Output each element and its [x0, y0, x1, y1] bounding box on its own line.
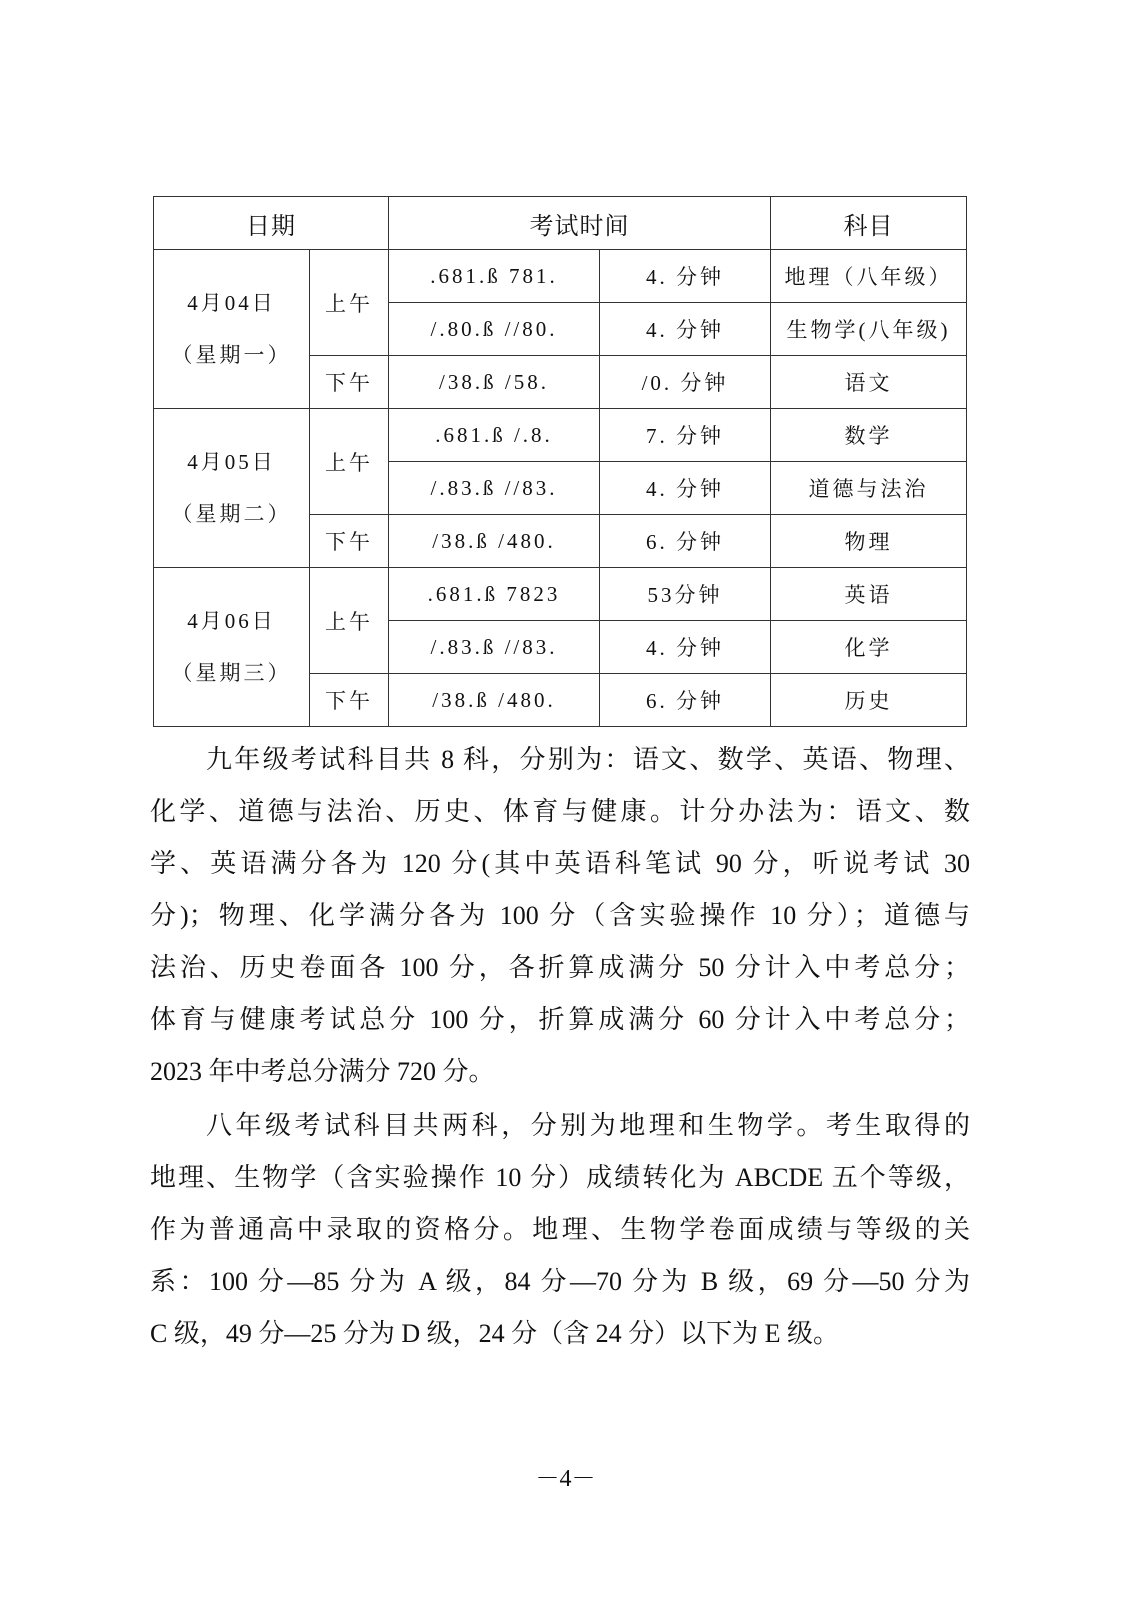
- table-header-row: [154, 197, 967, 250]
- period-cell: 上午: [310, 250, 389, 356]
- table-row: [154, 568, 967, 621]
- text-line: 地理、生物学（含实验操作 10 分）成绩转化为 ABCDE 五个等级，: [150, 1163, 970, 1192]
- period-cell: 上午: [310, 568, 389, 674]
- weekday-text: （星期二）: [171, 502, 292, 526]
- weekday-text: （星期三）: [171, 661, 292, 685]
- paragraph-grade9: [150, 734, 970, 1098]
- table-body: [154, 250, 967, 727]
- date-cell: [154, 409, 310, 568]
- time-cell: /38.ß /480.: [389, 674, 600, 727]
- header-exam-time: 考试时间: [389, 197, 771, 250]
- time-cell: .681.ß 7823: [389, 568, 600, 621]
- text-line: 作为普通高中录取的资格分。地理、生物学卷面成绩与等级的关: [150, 1215, 970, 1244]
- header-subject: 科目: [771, 197, 967, 250]
- time-cell: /.80.ß //80.: [389, 303, 600, 356]
- duration-cell: /0. 分钟: [600, 356, 771, 409]
- table-row: [154, 250, 967, 303]
- period-cell: 上午: [310, 409, 389, 515]
- subject-cell: 生物学(八年级): [771, 303, 967, 356]
- subject-cell: 数学: [771, 409, 967, 462]
- subject-cell: 历史: [771, 674, 967, 727]
- exam-schedule-table: [153, 196, 967, 727]
- period-cell: 下午: [310, 515, 389, 568]
- header-date: 日期: [154, 197, 389, 250]
- duration-cell: 4. 分钟: [600, 621, 771, 674]
- duration-cell: 4. 分钟: [600, 462, 771, 515]
- duration-cell: 7. 分钟: [600, 409, 771, 462]
- subject-cell: 道德与法治: [771, 462, 967, 515]
- time-cell: .681.ß /.8.: [389, 409, 600, 462]
- subject-cell: 物理: [771, 515, 967, 568]
- weekday-text: （星期一）: [171, 343, 292, 367]
- text-line: C 级，49 分—25 分为 D 级，24 分（含 24 分）以下为 E 级。: [150, 1319, 840, 1348]
- date-text: 4月05日: [187, 450, 276, 474]
- subject-cell: 地理（八年级）: [771, 250, 967, 303]
- text-line: 系：100 分—85 分为 A 级，84 分—70 分为 B 级，69 分—50 分为: [150, 1267, 970, 1296]
- text-line: 化学、道德与法治、历史、体育与健康。计分办法为：语文、数: [150, 797, 970, 826]
- date-text: 4月04日: [187, 291, 276, 315]
- time-cell: /.83.ß //83.: [389, 462, 600, 515]
- duration-cell: 6. 分钟: [600, 674, 771, 727]
- text-line: 2023 年中考总分满分 720 分。: [150, 1057, 495, 1086]
- duration-cell: 53分钟: [600, 568, 771, 621]
- table-row: [154, 409, 967, 462]
- text-line: 体育与健康考试总分 100 分，折算成满分 60 分计入中考总分；: [150, 1005, 970, 1034]
- text-line: 分)；物理、化学满分各为 100 分（含实验操作 10 分）；道德与: [150, 901, 970, 930]
- period-cell: 下午: [310, 356, 389, 409]
- text-line: 法治、历史卷面各 100 分，各折算成满分 50 分计入中考总分；: [150, 953, 970, 982]
- text-line: 学、英语满分各为 120 分(其中英语科笔试 90 分，听说考试 30: [150, 849, 970, 878]
- time-cell: .681.ß 781.: [389, 250, 600, 303]
- date-cell: [154, 568, 310, 727]
- time-cell: /38.ß /58.: [389, 356, 600, 409]
- page-number: －4－: [535, 1466, 596, 1492]
- subject-cell: 语文: [771, 356, 967, 409]
- duration-cell: 6. 分钟: [600, 515, 771, 568]
- time-cell: /.83.ß //83.: [389, 621, 600, 674]
- text-line: 九年级考试科目共 8 科，分别为：语文、数学、英语、物理、: [206, 745, 970, 774]
- duration-cell: 4. 分钟: [600, 303, 771, 356]
- paragraph-grade8: [150, 1100, 970, 1360]
- text-line: 八年级考试科目共两科，分别为地理和生物学。考生取得的: [206, 1111, 970, 1140]
- subject-cell: 英语: [771, 568, 967, 621]
- date-text: 4月06日: [187, 609, 276, 633]
- date-cell: [154, 250, 310, 409]
- subject-cell: 化学: [771, 621, 967, 674]
- time-cell: /38.ß /480.: [389, 515, 600, 568]
- period-cell: 下午: [310, 674, 389, 727]
- duration-cell: 4. 分钟: [600, 250, 771, 303]
